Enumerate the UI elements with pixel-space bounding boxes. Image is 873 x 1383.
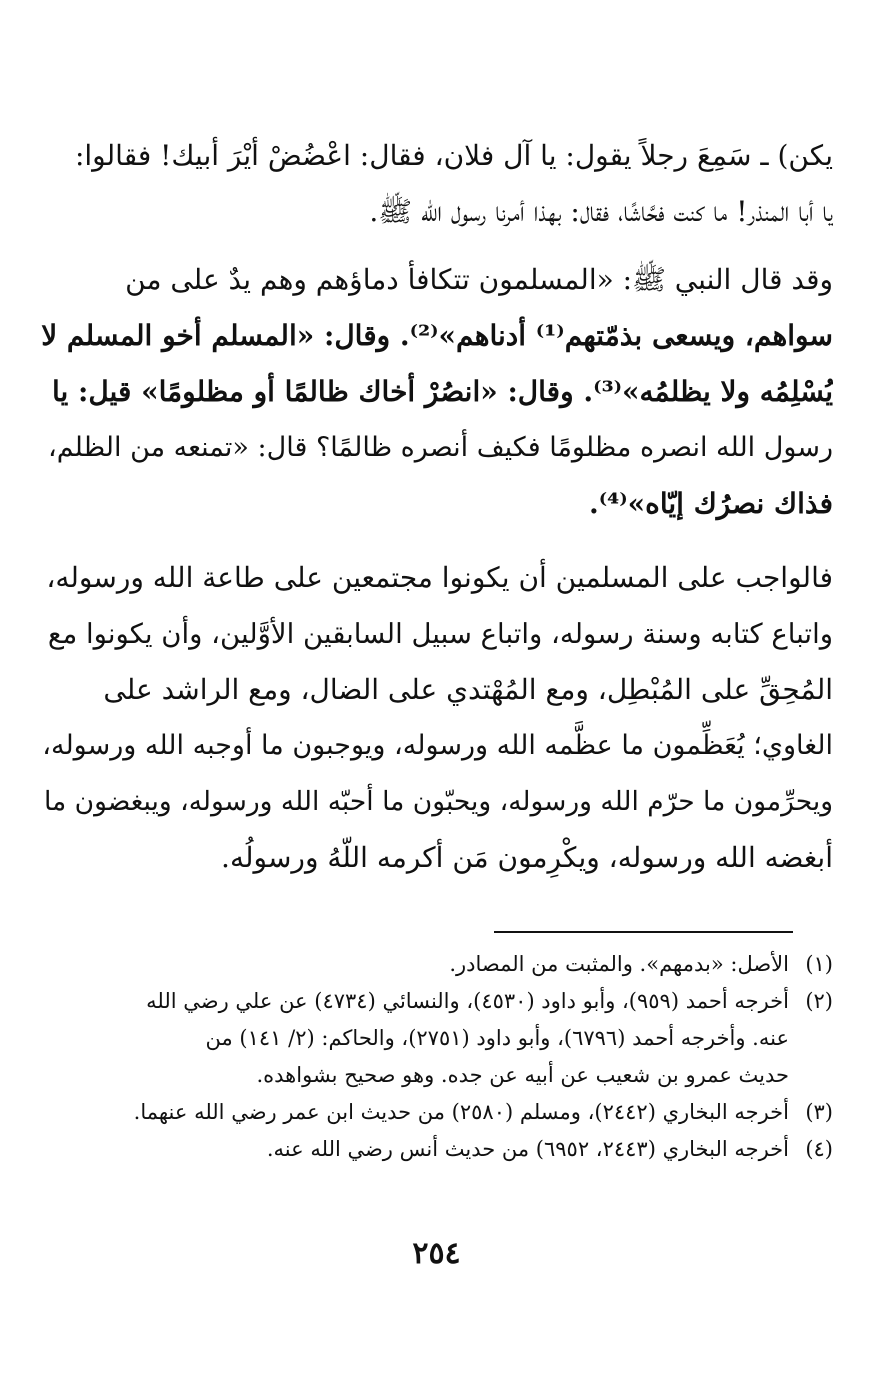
footnote-4 — [40, 1131, 833, 1168]
footnote-text — [40, 1131, 789, 1168]
text-line: فذاك نصرُك إيّاه»⁽⁴⁾. — [588, 487, 833, 520]
text-line: يكن) ـ سَمِعَ رجلاً يقول: يا آل فلان، فقال: اعْضُضْ أيْرَ أبيك! فقالوا: — [74, 139, 833, 172]
footnote-line: الأصل: «بدمهم». والمثبت من المصادر. — [449, 952, 789, 976]
text-line: أبغضه الله ورسوله، ويكْرِمون مَن أكرمه اللّهُ ورسولُه. — [221, 841, 833, 874]
footnote-number: (٢) — [805, 989, 833, 1013]
paragraph-1 — [40, 128, 833, 240]
footnote-text — [40, 1094, 789, 1131]
footnote-text — [40, 946, 789, 983]
footnote-text — [40, 983, 789, 1094]
footnote-line: حديث عمرو بن شعيب عن أبيه عن جده. وهو صحيح بشواهده. — [256, 1063, 789, 1087]
footnote-line: عنه. وأخرجه أحمد (٦٧٩٦)، وأبو داود (٢٧٥١)، والحاكم: (٢/ ١٤١) من — [205, 1026, 789, 1050]
text-line: يُسْلِمُه ولا يظلمُه»⁽³⁾. وقال: «انصُرْ أخاك ظالمًا أو مظلومًا» قيل: يا — [51, 375, 833, 408]
text-line: ويحرِّمون ما حرّم الله ورسوله، ويحبّون ما أحبّه الله ورسوله، ويبغضون ما — [43, 786, 833, 817]
text-line: المُحِقِّ على المُبْطِل، ومع المُهْتدي على الضال، ومع الراشد على — [103, 673, 833, 706]
footnote-number: (٣) — [805, 1100, 833, 1124]
footnote-line: أخرجه البخاري (٢٤٤٣، ٦٩٥٢) من حديث أنس رضي الله عنه. — [266, 1137, 789, 1161]
paragraph-2 — [40, 252, 833, 532]
footnote-line: أخرجه أحمد (٩٥٩)، وأبو داود (٤٥٣٠)، والنسائي (٤٧٣٤) عن علي رضي الله — [146, 989, 789, 1013]
footnotes — [40, 946, 833, 1168]
text-line: سواهم، ويسعى بذمّتهم⁽¹⁾ أدناهم»⁽²⁾. وقال: «المسلم أخو المسلم لا — [41, 319, 833, 352]
text-line: يا أبا المنذر! ما كنت فحَّاشًا، فقال: بهذا أمرنا رسول الله ﷺ. — [369, 195, 833, 228]
footnote-number: (١) — [805, 952, 833, 976]
text-line: وقد قال النبي ﷺ: «المسلمون تتكافأ دماؤهم وهم يدٌ على من — [125, 263, 833, 296]
page-number: ٢٥٤ — [412, 1236, 461, 1271]
text-line: رسول الله انصره مظلومًا فكيف أنصره ظالمًا؟ قال: «تمنعه من الظلم، — [47, 432, 833, 463]
footnote-2 — [40, 983, 833, 1094]
footnote-line: أخرجه البخاري (٢٤٤٢)، ومسلم (٢٥٨٠) من حديث ابن عمر رضي الله عنهما. — [133, 1100, 789, 1124]
footnote-separator — [494, 931, 793, 933]
footnote-1 — [40, 946, 833, 983]
text-line: واتباع كتابه وسنة رسوله، واتباع سبيل السابقين الأوَّلين، وأن يكونوا مع — [47, 618, 833, 650]
footnote-number: (٤) — [805, 1137, 833, 1161]
text-line: فالواجب على المسلمين أن يكونوا مجتمعين على طاعة الله ورسوله، — [46, 561, 833, 594]
main-text — [40, 128, 833, 886]
paragraph-3 — [40, 550, 833, 886]
text-line: الغاوي؛ يُعَظِّمون ما عظَّمه الله ورسوله، ويوجبون ما أوجبه الله ورسوله، — [42, 730, 833, 761]
footnote-3 — [40, 1094, 833, 1131]
